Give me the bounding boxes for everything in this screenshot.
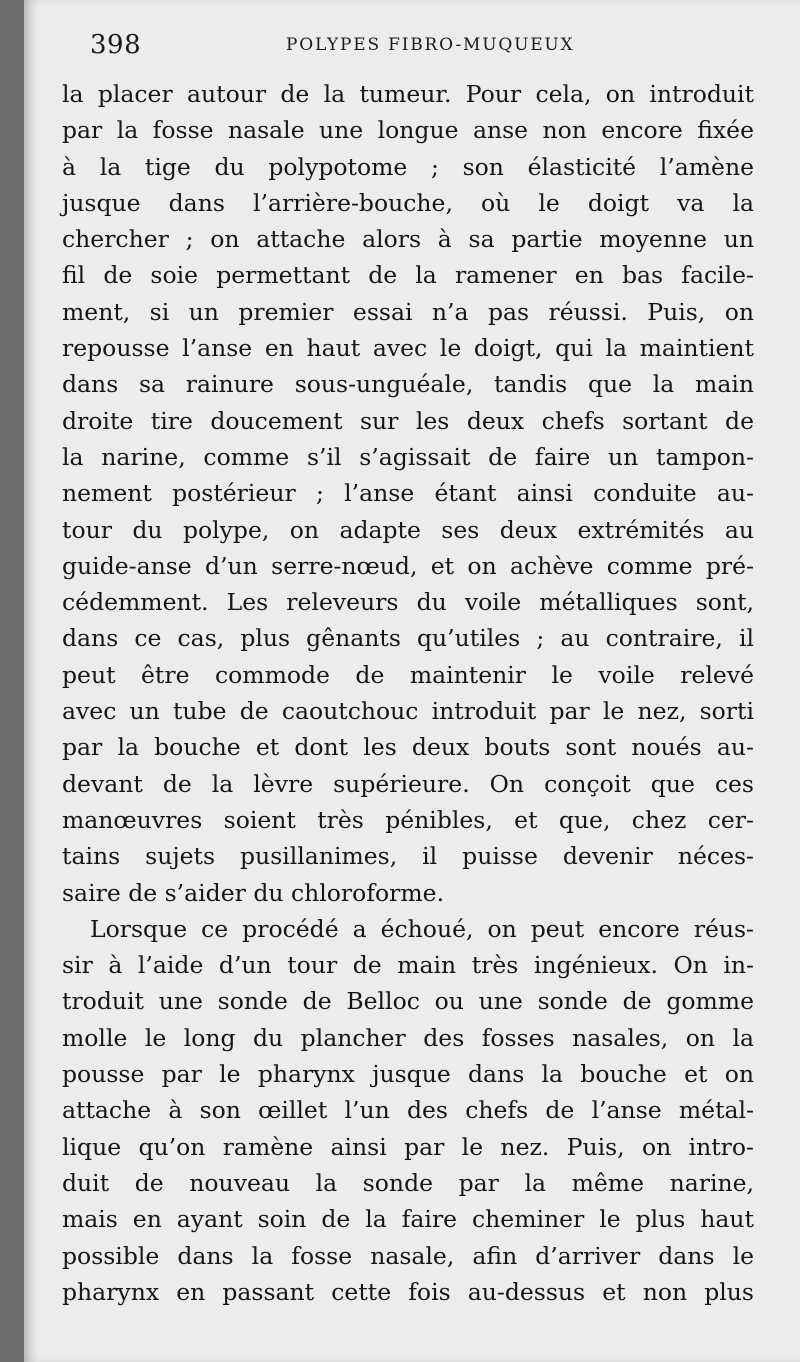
text-line: guide-anse d’un serre-nœud, et on achève comme pré-	[62, 551, 754, 580]
text-line: pousse par le pharynx jusque dans la bouche et on	[62, 1060, 754, 1089]
text-line: la narine, comme s’il s’agissait de faire un tampon-	[62, 442, 754, 471]
text-line: saire de s’aider du chloroforme.	[62, 878, 445, 907]
text-line: par la fosse nasale une longue anse non encore fixée	[62, 116, 754, 145]
text-line: chercher ; on attache alors à sa partie moyenne un	[62, 225, 754, 254]
text-line: la placer autour de la tumeur. Pour cela, on introduit	[62, 80, 754, 108]
text-line: à la tige du polypotome ; son élasticité l’amène	[62, 152, 754, 181]
text-line: lique qu’on ramène ainsi par le nez. Puis, on intro-	[62, 1132, 754, 1161]
text-line: devant de la lèvre supérieure. On conçoit que ces	[62, 769, 754, 798]
text-line: Lorsque ce procédé a échoué, on peut encore réus-	[90, 914, 754, 943]
text-line: ment, si un premier essai n’a pas réussi. Puis, on	[62, 297, 754, 326]
text-line: possible dans la fosse nasale, afin d’arriver dans le	[62, 1241, 754, 1270]
text-line: cédemment. Les releveurs du voile métalliques sont,	[62, 588, 754, 617]
text-line: nement postérieur ; l’anse étant ainsi conduite au-	[62, 479, 754, 508]
text-line: droite tire doucement sur les deux chefs sortant de	[62, 406, 754, 435]
text-line: dans ce cas, plus gênants qu’utiles ; au contraire, il	[62, 624, 754, 653]
text-line: mais en ayant soin de la faire cheminer le plus haut	[62, 1205, 754, 1234]
text-line: avec un tube de caoutchouc introduit par le nez, sorti	[62, 697, 754, 726]
body-text	[62, 76, 754, 1310]
text-line: manœuvres soient très pénibles, et que, chez cer-	[62, 805, 754, 834]
page-header	[90, 28, 774, 68]
text-line: troduit une sonde de Belloc ou une sonde de gomme	[62, 987, 754, 1016]
text-line: par la bouche et dont les deux bouts sont noués au-	[62, 733, 754, 762]
text-line: molle le long du plancher des fosses nasales, on la	[62, 1023, 754, 1052]
paragraph-2	[62, 911, 754, 1310]
text-line: repousse l’anse en haut avec le doigt, qui la maintient	[62, 334, 754, 363]
running-title: POLYPES FIBRO-MUQUEUX	[286, 35, 575, 55]
text-line: tains sujets pusillanimes, il puisse devenir néces-	[62, 842, 754, 871]
text-line: tour du polype, on adapte ses deux extrémités au	[62, 515, 754, 544]
text-line: dans sa rainure sous-unguéale, tandis que la main	[62, 370, 754, 399]
text-line: fil de soie permettant de la ramener en bas facile-	[62, 261, 754, 290]
page-number: 398	[90, 30, 142, 60]
text-line: peut être commode de maintenir le voile relevé	[62, 660, 754, 689]
text-line: sir à l’aide d’un tour de main très ingénieux. On in-	[62, 951, 754, 980]
paragraph-1	[62, 76, 754, 911]
text-line: pharynx en passant cette fois au-dessus et non plus	[62, 1277, 754, 1306]
text-line: duit de nouveau la sonde par la même narine,	[62, 1168, 754, 1197]
text-line: jusque dans l’arrière-bouche, où le doigt va la	[62, 188, 754, 217]
text-line: attache à son œillet l’un des chefs de l’anse métal-	[62, 1096, 754, 1125]
